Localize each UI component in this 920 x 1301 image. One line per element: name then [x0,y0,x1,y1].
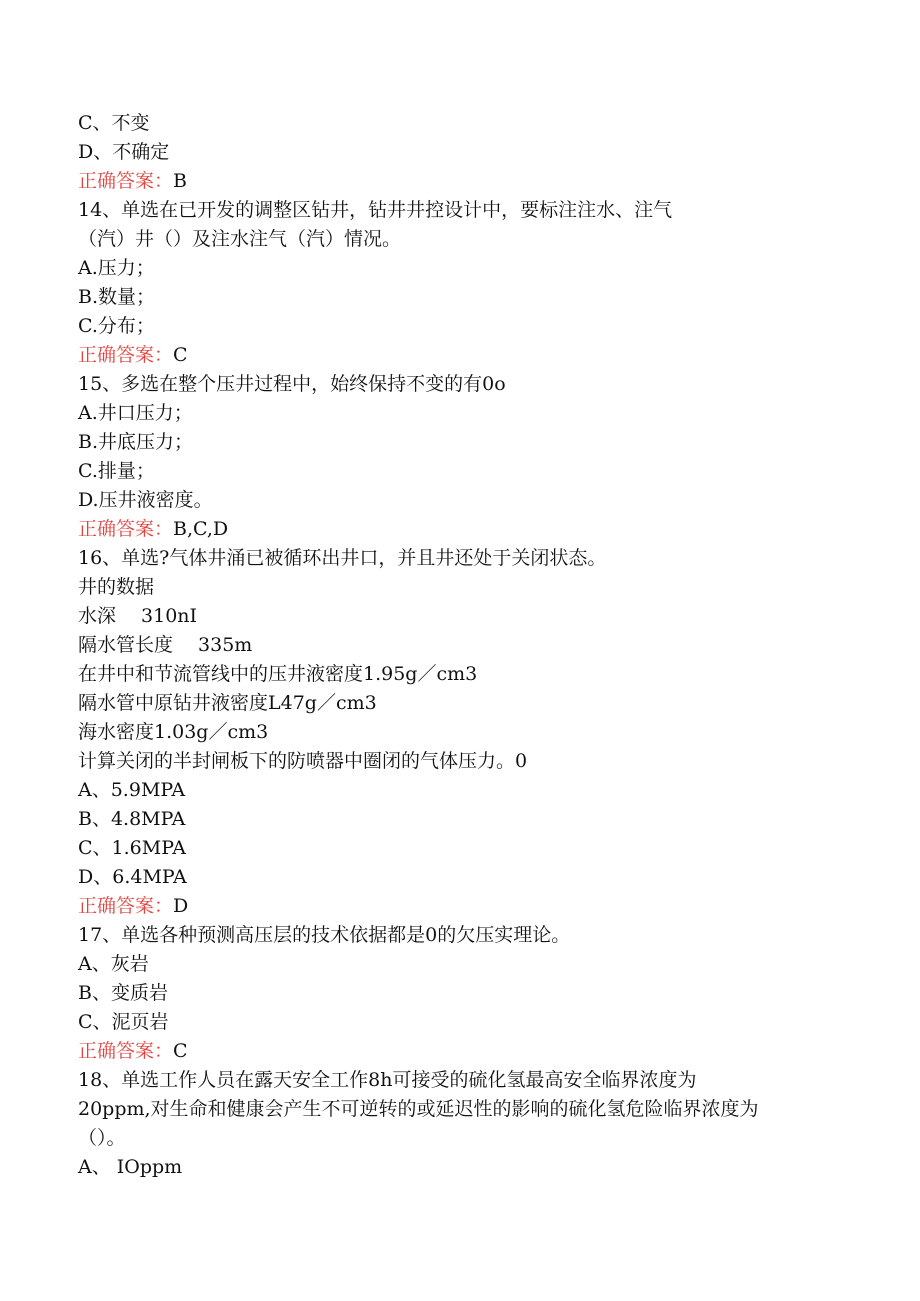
answer-value: C [173,1040,188,1062]
answer-label: 正确答案： [78,170,174,192]
option-line: D.压井液密度。 [78,489,213,511]
question-line: 18、单选工作人员在露天安全工作8h可接受的硫化氢最高安全临界浓度为 [78,1069,697,1091]
answer-value: D [173,895,189,917]
answer-label: 正确答案： [78,518,174,540]
question-line: 17、单选各种预测高压层的技术依据都是0的欠压实理论。 [78,924,571,946]
answer-label: 正确答案： [78,895,174,917]
option-line: B.数量； [78,286,156,308]
option-line: B、4.8MPA [78,808,186,830]
answer-value: B,C,D [173,518,229,540]
option-line: B、变质岩 [78,982,168,1004]
option-line: B.井底压力； [78,431,194,453]
option-line: C.排量； [78,460,155,482]
answer-line [78,343,188,367]
option-line: A.压力； [78,257,155,279]
answer-label: 正确答案： [78,1040,174,1062]
question-line: 隔水管中原钻井液密度L47g／cm3 [78,692,377,714]
option-line: C、泥页岩 [78,1011,169,1033]
option-line: A.井口压力； [78,402,193,424]
option-line: D、不确定 [78,141,170,163]
answer-line [78,1039,188,1063]
option-line: C.分布； [78,315,155,337]
question-line: 16、单选?气体井涌已被循环出井口，并且井还处于关闭状态。 [78,547,607,569]
answer-line [78,894,188,918]
answer-line [78,517,228,541]
answer-value: C [173,344,188,366]
question-line: 计算关闭的半封闸板下的防喷器中圈闭的气体压力。0 [78,750,528,772]
option-line: D、6.4MPA [78,866,187,888]
question-line: 井的数据 [78,576,155,598]
answer-line [78,169,187,193]
question-line: 15、多选在整个压井过程中，始终保持不变的有0o [78,373,506,395]
question-line: 20ppm,对生命和健康会产生不可逆转的或延迟性的影响的硫化氢危险临界浓度为 [78,1098,759,1120]
option-line: A、灰岩 [78,953,149,975]
option-line: C、1.6MPA [78,837,186,859]
question-line: （汽）井（）及注水注气（汽）情况。 [78,228,402,250]
question-line: 水深 310nI [78,605,198,627]
question-line: 隔水管长度 335m [78,634,253,656]
question-line: （）。 [78,1127,126,1149]
question-line: 14、单选在已开发的调整区钻井，钻井井控设计中，要标注注水、注气 [78,199,673,221]
question-line: 在井中和节流管线中的压井液密度1.95g／cm3 [78,663,478,685]
question-line: 海水密度1.03g／cm3 [78,721,269,743]
answer-value: B [173,170,187,192]
answer-label: 正确答案： [78,344,174,366]
option-line: A、5.9MPA [78,779,186,801]
option-line: A、 IOppm [78,1156,183,1178]
option-line: C、不变 [78,112,150,134]
